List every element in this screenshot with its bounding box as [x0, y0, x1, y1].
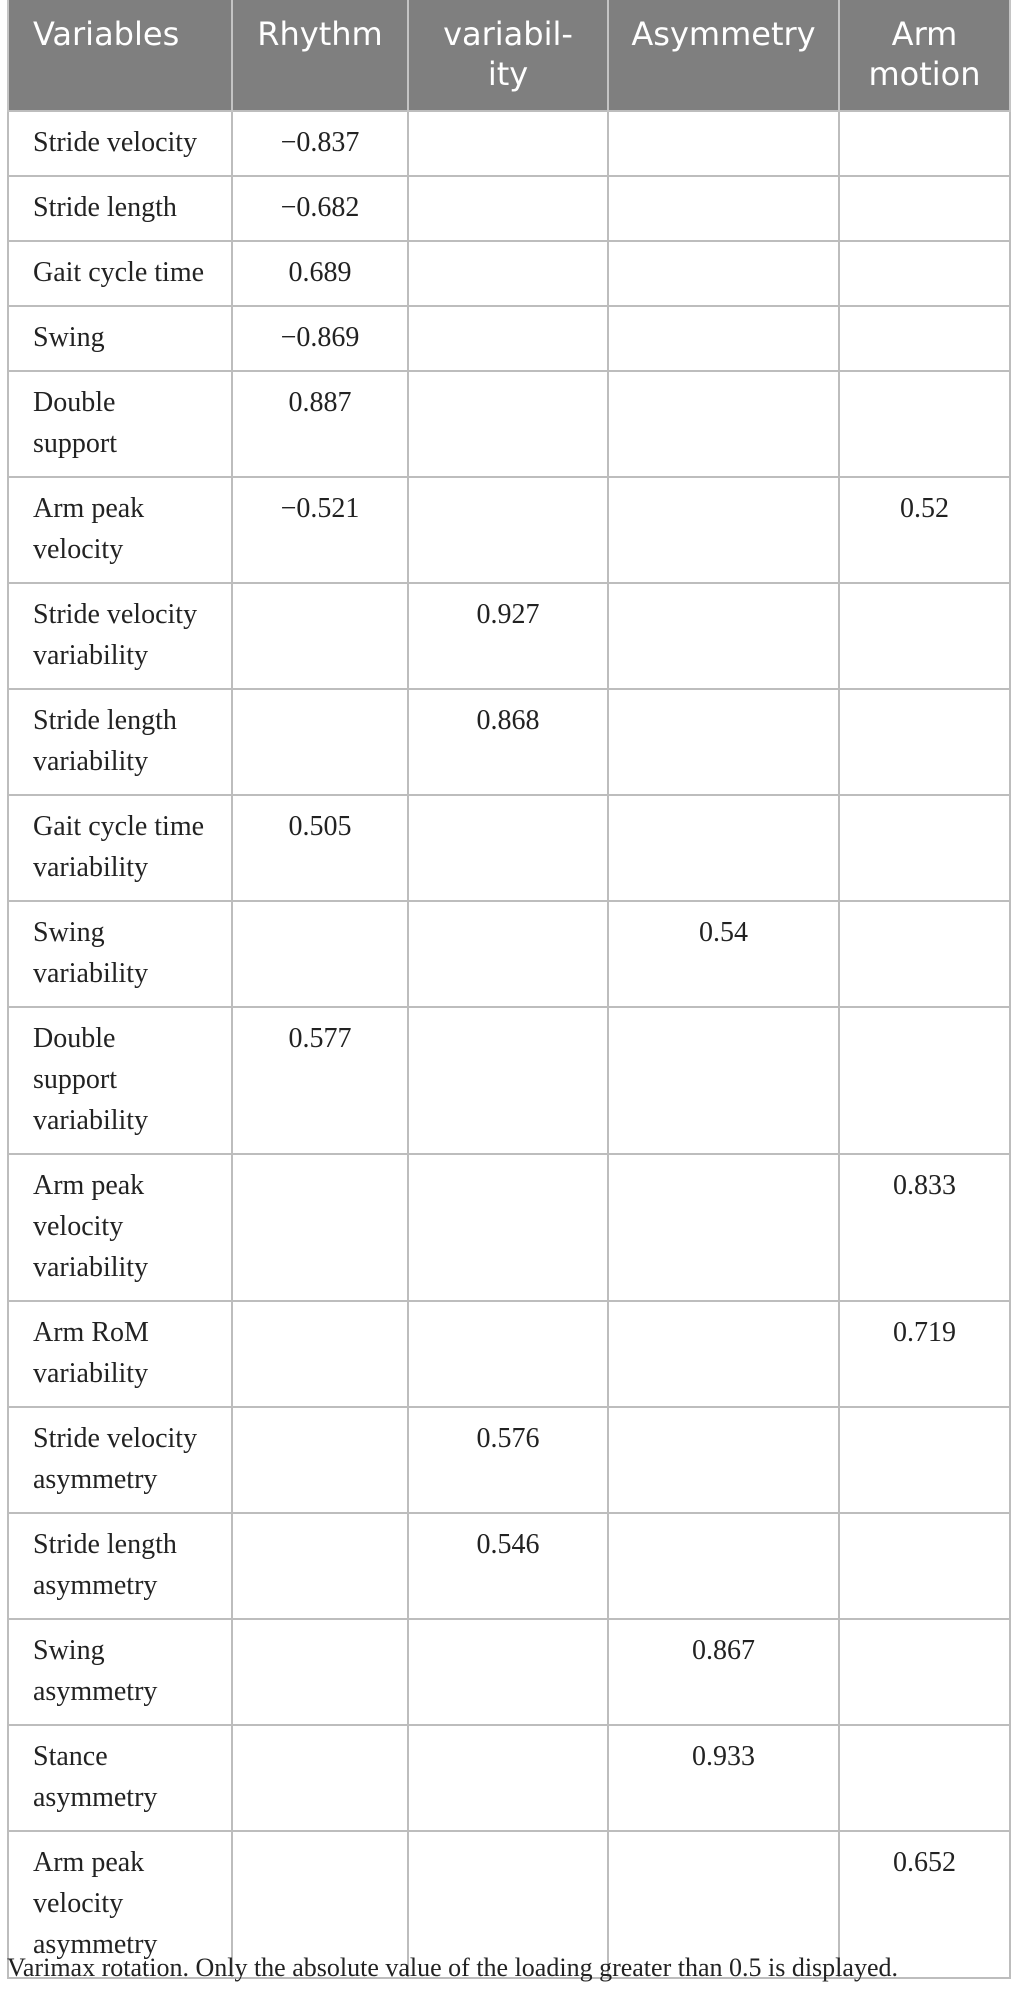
arm-motion-cell: [839, 1513, 1010, 1619]
rhythm-cell: 0.887: [232, 371, 408, 477]
variability-cell: [408, 241, 608, 306]
loadings-table-container: [7, 0, 1009, 1979]
rhythm-cell: [232, 1513, 408, 1619]
asymmetry-cell: [608, 1407, 839, 1513]
asymmetry-cell: [608, 1007, 839, 1154]
table-row: [8, 1007, 1010, 1154]
rhythm-cell: −0.682: [232, 176, 408, 241]
arm-motion-cell: [839, 241, 1010, 306]
variability-cell: 0.576: [408, 1407, 608, 1513]
variable-cell: Stride velocity asymmetry: [8, 1407, 232, 1513]
rhythm-cell: 0.689: [232, 241, 408, 306]
table-row: [8, 477, 1010, 583]
factor-loadings-table: [7, 0, 1011, 1979]
table-row: [8, 1619, 1010, 1725]
header-variability: variabil- ity: [408, 0, 608, 111]
table-row: [8, 371, 1010, 477]
table-row: [8, 241, 1010, 306]
arm-motion-cell: [839, 901, 1010, 1007]
rhythm-cell: [232, 1407, 408, 1513]
rhythm-cell: −0.837: [232, 111, 408, 176]
asymmetry-cell: [608, 1513, 839, 1619]
rhythm-cell: [232, 901, 408, 1007]
asymmetry-cell: 0.933: [608, 1725, 839, 1831]
table-body: [8, 111, 1010, 1978]
variability-cell: [408, 1725, 608, 1831]
variable-cell: Arm peak velocity: [8, 477, 232, 583]
variable-cell: Gait cycle time variability: [8, 795, 232, 901]
header-row: [8, 0, 1010, 111]
rhythm-cell: −0.521: [232, 477, 408, 583]
variability-cell: [408, 371, 608, 477]
rhythm-cell: −0.869: [232, 306, 408, 371]
asymmetry-cell: [608, 689, 839, 795]
table-row: [8, 901, 1010, 1007]
asymmetry-cell: [608, 371, 839, 477]
table-row: [8, 1407, 1010, 1513]
variable-cell: Stance asymmetry: [8, 1725, 232, 1831]
variability-cell: [408, 1007, 608, 1154]
arm-motion-cell: [839, 1407, 1010, 1513]
variable-cell: Stride velocity variability: [8, 583, 232, 689]
variable-cell: Double support variability: [8, 1007, 232, 1154]
arm-motion-cell: [839, 176, 1010, 241]
header-asymmetry: Asymmetry: [608, 0, 839, 111]
variable-cell: Gait cycle time: [8, 241, 232, 306]
header-rhythm: Rhythm: [232, 0, 408, 111]
table-row: [8, 795, 1010, 901]
variable-cell: Double support: [8, 371, 232, 477]
variability-cell: [408, 1301, 608, 1407]
rhythm-cell: [232, 689, 408, 795]
arm-motion-cell: [839, 111, 1010, 176]
variability-cell: [408, 111, 608, 176]
variability-cell: 0.868: [408, 689, 608, 795]
variability-cell: [408, 1154, 608, 1301]
arm-motion-cell: 0.833: [839, 1154, 1010, 1301]
variable-cell: Swing asymmetry: [8, 1619, 232, 1725]
rhythm-cell: [232, 1619, 408, 1725]
variable-cell: Arm peak velocity asymmetry: [8, 1831, 232, 1978]
arm-motion-cell: [839, 583, 1010, 689]
asymmetry-cell: [608, 795, 839, 901]
rhythm-cell: [232, 1301, 408, 1407]
variability-cell: [408, 176, 608, 241]
table-row: [8, 1725, 1010, 1831]
header-variables: Variables: [8, 0, 232, 111]
asymmetry-cell: [608, 1154, 839, 1301]
asymmetry-cell: [608, 477, 839, 583]
table-row: [8, 111, 1010, 176]
variability-cell: [408, 901, 608, 1007]
table-header: [8, 0, 1010, 111]
variable-cell: Swing: [8, 306, 232, 371]
rhythm-cell: 0.577: [232, 1007, 408, 1154]
variability-cell: [408, 306, 608, 371]
arm-motion-cell: [839, 1725, 1010, 1831]
arm-motion-cell: [839, 795, 1010, 901]
rhythm-cell: [232, 583, 408, 689]
variability-cell: [408, 477, 608, 583]
asymmetry-cell: [608, 111, 839, 176]
arm-motion-cell: 0.719: [839, 1301, 1010, 1407]
asymmetry-cell: [608, 583, 839, 689]
asymmetry-cell: [608, 306, 839, 371]
table-row: [8, 689, 1010, 795]
variable-cell: Swing variability: [8, 901, 232, 1007]
asymmetry-cell: 0.867: [608, 1619, 839, 1725]
variable-cell: Stride velocity: [8, 111, 232, 176]
asymmetry-cell: [608, 1301, 839, 1407]
table-row: [8, 306, 1010, 371]
arm-motion-cell: [839, 371, 1010, 477]
asymmetry-cell: [608, 176, 839, 241]
arm-motion-cell: [839, 689, 1010, 795]
variable-cell: Stride length variability: [8, 689, 232, 795]
table-row: [8, 1154, 1010, 1301]
arm-motion-cell: 0.652: [839, 1831, 1010, 1978]
table-row: [8, 583, 1010, 689]
table-footnote: Varimax rotation. Only the absolute value of the loading greater than 0.5 is displayed.: [7, 1953, 898, 1982]
arm-motion-cell: [839, 1619, 1010, 1725]
variability-cell: 0.546: [408, 1513, 608, 1619]
arm-motion-cell: [839, 306, 1010, 371]
header-arm-motion: Arm motion: [839, 0, 1010, 111]
variable-cell: Stride length: [8, 176, 232, 241]
asymmetry-cell: [608, 241, 839, 306]
arm-motion-cell: [839, 1007, 1010, 1154]
variability-cell: 0.927: [408, 583, 608, 689]
arm-motion-cell: 0.52: [839, 477, 1010, 583]
variability-cell: [408, 1619, 608, 1725]
table-row: [8, 1513, 1010, 1619]
table-row: [8, 1301, 1010, 1407]
rhythm-cell: 0.505: [232, 795, 408, 901]
table-row: [8, 176, 1010, 241]
variable-cell: Stride length asymmetry: [8, 1513, 232, 1619]
variable-cell: Arm RoM variability: [8, 1301, 232, 1407]
rhythm-cell: [232, 1154, 408, 1301]
variable-cell: Arm peak velocity variability: [8, 1154, 232, 1301]
variability-cell: [408, 795, 608, 901]
asymmetry-cell: 0.54: [608, 901, 839, 1007]
rhythm-cell: [232, 1725, 408, 1831]
